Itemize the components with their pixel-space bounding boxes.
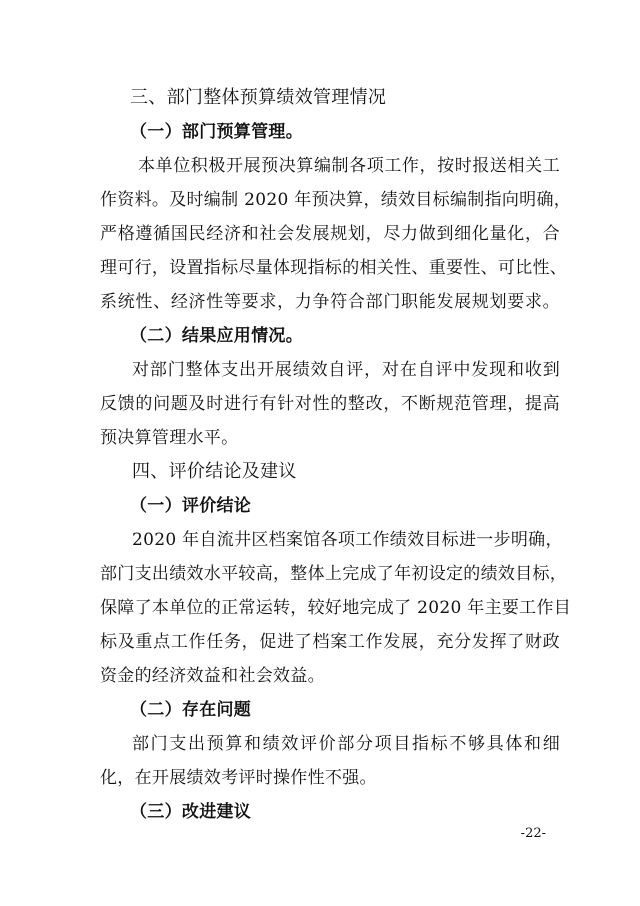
paragraph-line: 2020 年自流井区档案馆各项工作绩效目标进一步明确， — [132, 530, 563, 550]
section-4-sub-1-title: （一）评价结论 — [130, 496, 252, 516]
paragraph-line: 系统性、经济性等要求，力争符合部门职能发展规划要求。 — [100, 292, 560, 312]
paragraph-line: 部门支出绩效水平较高，整体上完成了年初设定的绩效目标， — [100, 564, 568, 584]
paragraph-line: 化，在开展绩效考评时操作性不强。 — [100, 768, 377, 788]
section-4-sub-2-title: （二）存在问题 — [130, 700, 252, 720]
section-3-sub-2-title: （二）结果应用情况。 — [130, 326, 303, 346]
paragraph-line: 严格遵循国民经济和社会发展规划，尽力做到细化量化，合 — [100, 224, 560, 244]
paragraph-line: 本单位积极开展预决算编制各项工作，按时报送相关工 — [138, 156, 560, 176]
paragraph-line: 理可行，设置指标尽量体现指标的相关性、重要性、可比性、 — [100, 258, 568, 278]
section-3-sub-1-title: （一）部门预算管理。 — [130, 122, 303, 142]
paragraph-line: 部门支出预算和绩效评价部分项目指标不够具体和细 — [132, 734, 560, 754]
paragraph-line: 保障了本单位的正常运转，较好地完成了 2020 年主要工作目 — [100, 598, 572, 618]
section-4-sub-3-title: （三）改进建议 — [130, 802, 252, 822]
page-number: -22- — [520, 826, 546, 841]
paragraph-line: 对部门整体支出开展绩效自评，对在自评中发现和收到 — [132, 360, 560, 380]
section-3-heading: 三、部门整体预算绩效管理情况 — [130, 87, 387, 108]
paragraph-line: 资金的经济效益和社会效益。 — [100, 666, 325, 686]
paragraph-line: 标及重点工作任务，促进了档案工作发展，充分发挥了财政 — [100, 632, 560, 652]
section-4-heading: 四、评价结论及建议 — [132, 461, 297, 482]
paragraph-line: 预决算管理水平。 — [100, 428, 239, 448]
paragraph-line: 作资料。及时编制 2020 年预决算，绩效目标编制指向明确， — [100, 190, 572, 210]
paragraph-line: 反馈的问题及时进行有针对性的整改，不断规范管理，提高 — [100, 394, 560, 414]
